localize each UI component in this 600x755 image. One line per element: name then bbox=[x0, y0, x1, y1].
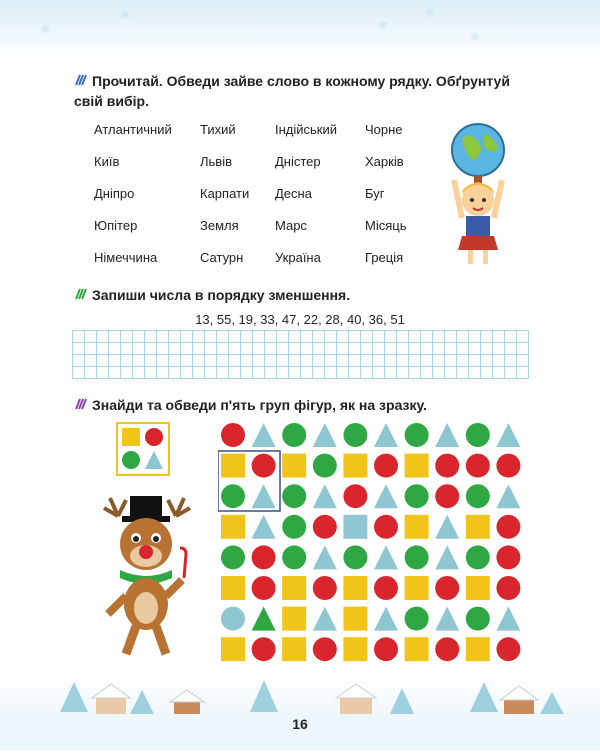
green-circle-shape[interactable] bbox=[122, 451, 140, 469]
red-circle-shape[interactable] bbox=[435, 576, 459, 600]
word[interactable]: Індійський bbox=[275, 122, 338, 137]
blue-triangle-shape[interactable] bbox=[313, 423, 337, 447]
blue-triangle-shape[interactable] bbox=[313, 545, 337, 569]
red-circle-shape[interactable] bbox=[252, 576, 276, 600]
word[interactable]: Греція bbox=[365, 250, 404, 265]
snowflake-icon: ❄ bbox=[425, 6, 436, 20]
green-circle-shape[interactable] bbox=[466, 607, 490, 631]
red-circle-shape[interactable] bbox=[252, 637, 276, 661]
winter-village-illustration bbox=[0, 672, 600, 750]
green-circle-shape[interactable] bbox=[405, 545, 429, 569]
yellow-square-shape[interactable] bbox=[282, 454, 306, 478]
green-circle-shape[interactable] bbox=[282, 515, 306, 539]
shape-field bbox=[218, 420, 528, 664]
pencil-icon bbox=[74, 73, 88, 92]
green-circle-shape[interactable] bbox=[282, 484, 306, 508]
task1-text: Прочитай. Обведи зайве слово в кожному рядку. Обґрунтуй свій вибір. bbox=[74, 73, 510, 109]
snowflake-icon: ❄ bbox=[120, 8, 131, 22]
word[interactable]: Київ bbox=[94, 154, 120, 169]
blue-triangle-shape[interactable] bbox=[435, 515, 459, 539]
yellow-square-shape[interactable] bbox=[221, 637, 245, 661]
reindeer-illustration bbox=[96, 496, 200, 660]
shape-grid bbox=[218, 420, 528, 664]
word[interactable]: Україна bbox=[275, 250, 321, 265]
pencil-icon bbox=[74, 397, 88, 416]
green-circle-shape[interactable] bbox=[405, 423, 429, 447]
blue-triangle-shape[interactable] bbox=[313, 607, 337, 631]
blue-triangle-shape[interactable] bbox=[374, 484, 398, 508]
green-circle-shape[interactable] bbox=[282, 545, 306, 569]
blue-triangle-shape[interactable] bbox=[252, 484, 276, 508]
word[interactable]: Тихий bbox=[200, 122, 236, 137]
green-circle-shape[interactable] bbox=[221, 545, 245, 569]
number-sequence: 13, 55, 19, 33, 47, 22, 28, 40, 36, 51 bbox=[195, 312, 405, 327]
red-circle-shape[interactable] bbox=[496, 454, 520, 478]
yellow-square-shape[interactable] bbox=[466, 637, 490, 661]
red-circle-shape[interactable] bbox=[435, 454, 459, 478]
blue-square-shape[interactable] bbox=[343, 515, 367, 539]
word[interactable]: Юпітер bbox=[94, 218, 138, 233]
red-circle-shape[interactable] bbox=[252, 454, 276, 478]
bottom-winter-band bbox=[0, 672, 600, 750]
word[interactable]: Місяць bbox=[365, 218, 407, 233]
yellow-square-shape[interactable] bbox=[405, 637, 429, 661]
blue-triangle-shape[interactable] bbox=[435, 423, 459, 447]
blue-triangle-shape[interactable] bbox=[374, 545, 398, 569]
green-circle-shape[interactable] bbox=[405, 607, 429, 631]
blue-triangle-shape[interactable] bbox=[496, 484, 520, 508]
blue-triangle-shape[interactable] bbox=[496, 423, 520, 447]
red-circle-shape[interactable] bbox=[496, 637, 520, 661]
blue-triangle-shape[interactable] bbox=[435, 607, 459, 631]
word[interactable]: Десна bbox=[275, 186, 312, 201]
word[interactable]: Буг bbox=[365, 186, 385, 201]
green-circle-shape[interactable] bbox=[313, 454, 337, 478]
red-circle-shape[interactable] bbox=[435, 484, 459, 508]
task2-text: Запиши числа в порядку зменшення. bbox=[92, 287, 351, 303]
word[interactable]: Німеччина bbox=[94, 250, 158, 265]
top-winter-band bbox=[0, 0, 600, 60]
green-circle-shape[interactable] bbox=[466, 545, 490, 569]
word[interactable]: Дніпро bbox=[94, 186, 135, 201]
blue-triangle-shape[interactable] bbox=[496, 607, 520, 631]
yellow-square-shape[interactable] bbox=[122, 428, 140, 446]
word[interactable]: Марс bbox=[275, 218, 307, 233]
yellow-square-shape[interactable] bbox=[282, 637, 306, 661]
yellow-square-shape[interactable] bbox=[466, 515, 490, 539]
word[interactable]: Атлантичний bbox=[94, 122, 172, 137]
sample-shapes bbox=[118, 424, 168, 474]
yellow-square-shape[interactable] bbox=[405, 454, 429, 478]
green-circle-shape[interactable] bbox=[221, 484, 245, 508]
green-circle-shape[interactable] bbox=[466, 423, 490, 447]
blue-triangle-shape[interactable] bbox=[374, 607, 398, 631]
yellow-square-shape[interactable] bbox=[221, 515, 245, 539]
yellow-square-shape[interactable] bbox=[466, 576, 490, 600]
green-circle-shape[interactable] bbox=[343, 545, 367, 569]
blue-triangle-shape[interactable] bbox=[252, 515, 276, 539]
yellow-square-shape[interactable] bbox=[282, 607, 306, 631]
word[interactable]: Сатурн bbox=[200, 250, 244, 265]
red-circle-shape[interactable] bbox=[343, 484, 367, 508]
green-circle-shape[interactable] bbox=[282, 423, 306, 447]
yellow-square-shape[interactable] bbox=[343, 576, 367, 600]
blue-triangle-shape[interactable] bbox=[313, 484, 337, 508]
snowflake-icon: ❄ bbox=[40, 22, 51, 36]
red-circle-shape[interactable] bbox=[221, 423, 245, 447]
red-circle-shape[interactable] bbox=[313, 576, 337, 600]
green-circle-shape[interactable] bbox=[343, 423, 367, 447]
red-circle-shape[interactable] bbox=[496, 576, 520, 600]
snowflake-icon: ❄ bbox=[378, 18, 389, 32]
red-circle-shape[interactable] bbox=[496, 515, 520, 539]
yellow-square-shape[interactable] bbox=[343, 607, 367, 631]
yellow-square-shape[interactable] bbox=[405, 515, 429, 539]
task1-instruction bbox=[74, 72, 530, 111]
green-circle-shape[interactable] bbox=[405, 484, 429, 508]
green-circle-shape[interactable] bbox=[466, 484, 490, 508]
yellow-square-shape[interactable] bbox=[343, 637, 367, 661]
page-number: 16 bbox=[292, 716, 308, 732]
sample-group bbox=[116, 422, 170, 476]
answer-grid[interactable] bbox=[72, 330, 529, 379]
yellow-square-shape[interactable] bbox=[405, 576, 429, 600]
red-circle-shape[interactable] bbox=[374, 576, 398, 600]
green-triangle-shape[interactable] bbox=[252, 607, 276, 631]
red-circle-shape[interactable] bbox=[496, 545, 520, 569]
word[interactable]: Чорне bbox=[365, 122, 403, 137]
task2-instruction bbox=[74, 286, 350, 306]
yellow-square-shape[interactable] bbox=[221, 454, 245, 478]
blue-triangle-shape[interactable] bbox=[374, 423, 398, 447]
word[interactable]: Карпати bbox=[200, 186, 250, 201]
red-circle-shape[interactable] bbox=[374, 454, 398, 478]
task3-instruction bbox=[74, 396, 427, 416]
blue-triangle-shape[interactable] bbox=[435, 545, 459, 569]
word[interactable]: Харків bbox=[365, 154, 404, 169]
blue-circle-shape[interactable] bbox=[221, 607, 245, 631]
red-circle-shape[interactable] bbox=[145, 428, 163, 446]
red-circle-shape[interactable] bbox=[374, 637, 398, 661]
word[interactable]: Львів bbox=[200, 154, 233, 169]
yellow-square-shape[interactable] bbox=[221, 576, 245, 600]
pencil-icon bbox=[74, 287, 88, 306]
blue-triangle-shape[interactable] bbox=[145, 451, 163, 469]
blue-triangle-shape[interactable] bbox=[252, 423, 276, 447]
red-circle-shape[interactable] bbox=[435, 637, 459, 661]
red-circle-shape[interactable] bbox=[313, 515, 337, 539]
word[interactable]: Дністер bbox=[275, 154, 321, 169]
word[interactable]: Земля bbox=[200, 218, 239, 233]
snowflake-icon: ❄ bbox=[470, 30, 481, 44]
girl-with-globe-illustration bbox=[438, 120, 518, 270]
yellow-square-shape[interactable] bbox=[282, 576, 306, 600]
red-circle-shape[interactable] bbox=[313, 637, 337, 661]
red-circle-shape[interactable] bbox=[252, 545, 276, 569]
red-circle-shape[interactable] bbox=[466, 454, 490, 478]
red-circle-shape[interactable] bbox=[374, 515, 398, 539]
yellow-square-shape[interactable] bbox=[343, 454, 367, 478]
task3-text: Знайди та обведи п'ять груп фігур, як на зразку. bbox=[92, 397, 427, 413]
